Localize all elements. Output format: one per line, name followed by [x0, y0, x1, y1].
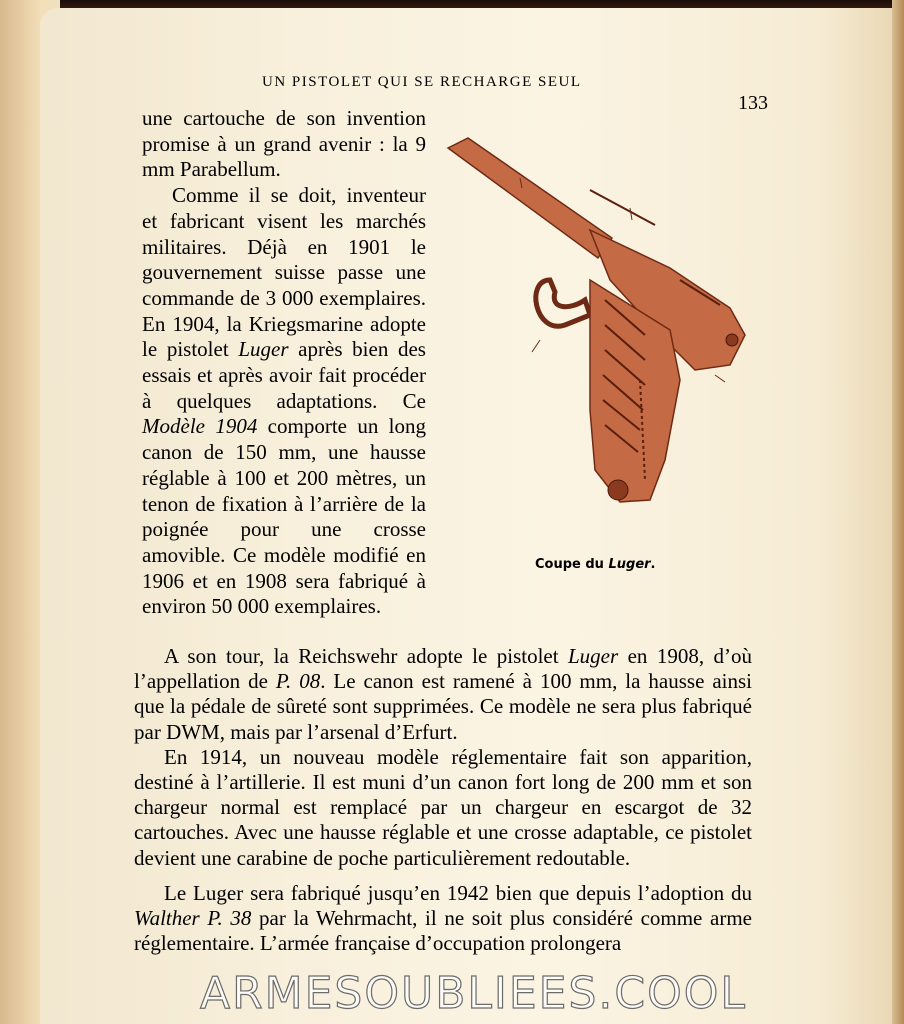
caption-suffix: .: [650, 557, 656, 572]
body-paragraph: En 1914, un nouveau modèle réglementaire fait son apparition, destiné à l’artillerie. Il est muni d’un canon fort long de 200 mm et son chargeur normal est remplacé par un chargeur en escargot de 32 cartouches. Avec une hausse réglable et une crosse adaptable, ce pistolet devient une carabine de poche particulièrement redoutable.: [134, 744, 752, 870]
caption-italic: Luger: [608, 557, 651, 572]
body-paragraph: A son tour, la Reichswehr adopte le pistolet Luger en 1908, d’où l’appellation de P. 08. Le canon est ramené à 100 mm, la hausse ainsi que la pédale de sûreté sont supprimées. Ce modèle ne sera plus fabriqué par DWM, mais par l’arsenal d’Erfurt.: [134, 644, 753, 744]
left-column-text: [142, 106, 426, 620]
watermark-text: ARMESOUBLIEES.COOL: [200, 968, 747, 1019]
full-width-text: [134, 644, 752, 956]
page-edge-right: [892, 0, 904, 1024]
body-paragraph: Le Luger sera fabriqué jusqu’en 1942 bien que depuis l’adoption du Walther P. 38 par la Wehrmacht, il ne soit plus considéré comme arme réglementaire. L’armée française d’occupation prolongera: [134, 880, 752, 956]
luger-cutaway-illustration-icon: [440, 130, 755, 510]
figure-caption: [535, 557, 656, 572]
column-paragraph: une cartouche de son invention promise à un grand avenir : la 9 mm Parabellum.: [142, 106, 426, 182]
running-title: UN PISTOLET QUI SE RECHARGE SEUL: [262, 74, 582, 90]
column-paragraph: Comme il se doit, inventeur et fabricant visent les marchés militaires. Déjà en 1901 le gouvernement suisse passe une commande de 3 000 exemplaires. En 1904, la Kriegsmarine adopte le pistolet Luger après bien des essais et après avoir fait procéder à quelques adaptations. Ce Modèle 1904 comporte un long canon de 150 mm, une hausse réglable à 100 et 200 mètres, un tenon de fixation à l’arrière de la poignée pour une crosse amovible. Ce modèle modifié en 1906 et en 1908 sera fabriqué à environ 50 000 exemplaires.: [142, 183, 426, 619]
page-number: 133: [738, 92, 768, 114]
caption-prefix: Coupe du: [535, 557, 609, 572]
